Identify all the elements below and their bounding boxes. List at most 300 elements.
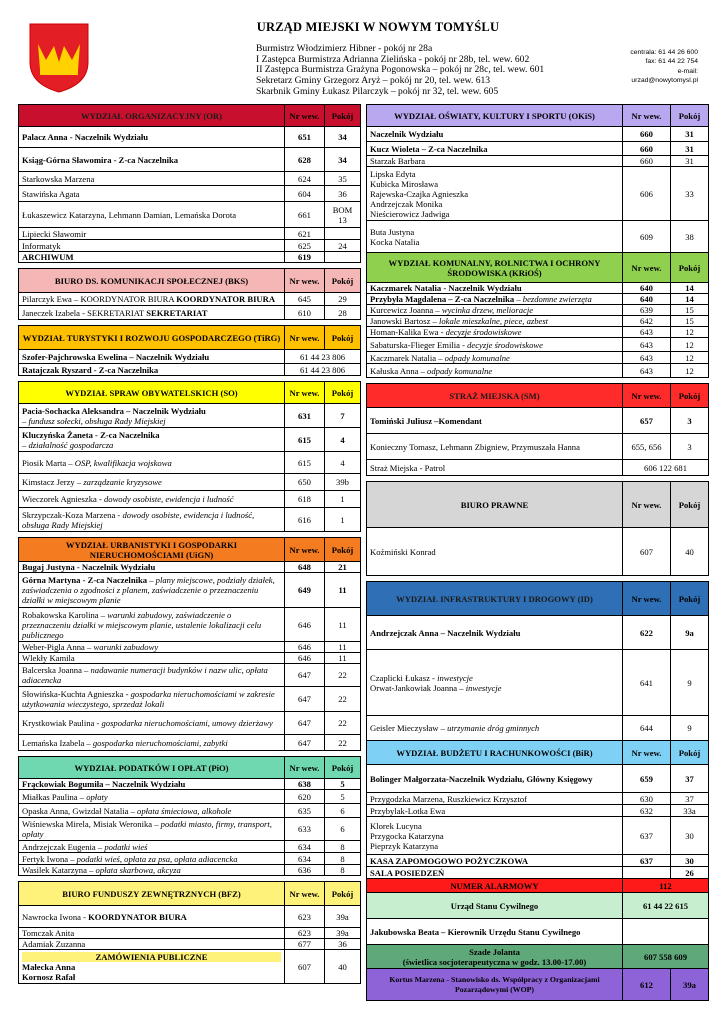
section-title: BIURO FUNDUSZY ZEWNĘTRZNYCH (BFZ) <box>19 882 285 906</box>
ext-header: Nr wew. <box>285 882 325 906</box>
person-name: Starkowska Marzena <box>22 173 95 184</box>
person-cell <box>19 474 285 491</box>
extension-number: 624 <box>285 172 325 186</box>
person-name: ARCHIWUM <box>22 252 74 262</box>
official-room: - pokój nr 28b, tel. wew. 602 <box>416 53 530 65</box>
extension-number: 659 <box>623 765 671 793</box>
table-row <box>19 790 361 804</box>
official-line <box>256 87 616 98</box>
extension-number: 625 <box>285 240 325 252</box>
person-name: Andrzejczak Monika <box>370 198 443 209</box>
room-number: 11 <box>325 573 361 608</box>
person-name: Janeczek Izabela - SEKRETARIAT <box>22 307 145 318</box>
duty-text: – działalność gospodarcza <box>22 439 114 450</box>
table-row <box>19 653 361 664</box>
person-name: Ratajczak Ryszard - Z-ca Naczelnika <box>22 364 159 375</box>
extension-number: 634 <box>285 853 325 865</box>
room-number: 12 <box>671 327 709 338</box>
contact-info <box>548 48 698 85</box>
room-number: 9 <box>671 650 709 716</box>
table-row <box>367 805 709 817</box>
table-row <box>367 817 709 855</box>
room-number: 30 <box>671 855 709 867</box>
extension-number: 647 <box>285 735 325 751</box>
ext-header: Nr wew. <box>623 582 671 616</box>
person-cell <box>19 853 285 865</box>
duty-text: podatki miasto, firmy, transport, opłaty <box>22 819 272 839</box>
table-row <box>367 221 709 253</box>
person-cell <box>19 364 285 376</box>
person-cell <box>367 805 623 817</box>
room-number: 24 <box>325 240 361 252</box>
room-number: 35 <box>325 172 361 186</box>
extension-number: 646 <box>285 608 325 642</box>
room-number: 36 <box>325 186 361 202</box>
room-header: Pokój <box>671 741 709 765</box>
room-number: 4 <box>325 452 361 474</box>
person-name: Kaczmarek Natalia – <box>370 352 443 363</box>
duty-text: opłaty <box>84 791 108 802</box>
extension-number: 619 <box>285 252 325 263</box>
room-header: Pokój <box>325 105 361 127</box>
person-cell <box>19 818 285 841</box>
person-cell <box>19 687 285 712</box>
person-name: Kaczmarek Natalia - Naczelnik Wydziału <box>370 283 522 293</box>
extension-number: 642 <box>623 316 671 327</box>
city-crest-icon <box>28 22 90 94</box>
person-cell <box>19 404 285 428</box>
table-row <box>367 434 709 460</box>
extension-number: 637 <box>623 855 671 867</box>
person-cell <box>19 562 285 573</box>
person-name: Piosik Marta – <box>22 457 73 468</box>
phone-number: 61 44 23 806 <box>285 364 361 376</box>
label-text: Urząd Stanu Cywilnego <box>450 900 539 911</box>
duty-text: gospodarka nieruchomościami, zabytki <box>90 737 228 748</box>
person-name: Łukaszewicz Katarzyna, Lehmann Damian, Lemańska Dorota <box>22 209 237 220</box>
table-row <box>19 712 361 735</box>
person-name: Słowińska-Kuchta Agnieszka - <box>22 689 129 699</box>
name-text: Czaplicki Łukasz - <box>370 672 438 683</box>
official-room: - pokój nr 28a <box>375 43 433 54</box>
table-row <box>19 906 361 928</box>
extension-number: 660 <box>623 142 671 156</box>
person-cell <box>367 142 623 156</box>
document-header <box>18 14 708 106</box>
room-number: 5 <box>325 779 361 790</box>
person-cell <box>19 865 285 876</box>
extension-number: 604 <box>285 186 325 202</box>
person-name: Kocka Natalia <box>370 236 420 247</box>
extension-number: 637 <box>623 817 671 855</box>
section-header <box>367 582 709 616</box>
extension-number: 606 <box>623 167 671 221</box>
official-name: Burmistrz Włodzimierz Hibner <box>256 43 376 54</box>
extension-number: 657 <box>623 408 671 434</box>
duty-text: – fundusz sołecki, obsługa Rady Miejskiej <box>22 415 166 426</box>
extension-number: 638 <box>285 779 325 790</box>
table-row <box>367 919 709 945</box>
person-name: Homan-Kalika Ewa - <box>370 327 444 337</box>
person-cell <box>367 167 623 221</box>
right-directory-table <box>366 104 709 1001</box>
person-name: Nawrocka Iwona - <box>22 911 86 922</box>
phone-number <box>623 919 709 945</box>
section-header <box>19 538 361 562</box>
table-row <box>367 294 709 305</box>
person-name: Kubicka Mirosława <box>370 178 439 189</box>
person-name: Rajewska-Czajka Agnieszka <box>370 188 469 199</box>
duty-text: – bezdomne zwierzęta <box>514 294 592 304</box>
person-name: Tomiński Juliusz –Komendant <box>370 415 482 426</box>
room-number: 39a <box>671 969 709 1001</box>
extension-number: 615 <box>285 452 325 474</box>
person-name <box>370 683 619 693</box>
person-name: Adamiak Zuzanna <box>22 939 86 949</box>
table-row <box>19 228 361 240</box>
room-header: Pokój <box>325 382 361 404</box>
person-cell <box>367 316 623 327</box>
extension-number: 612 <box>623 969 671 1001</box>
extension-number: 616 <box>285 508 325 532</box>
ext-header: Nr wew. <box>285 105 325 127</box>
person-cell <box>367 434 623 460</box>
room-number: 21 <box>325 562 361 573</box>
person-name: Kimstacz Jerzy – <box>22 477 82 487</box>
person-name: Pilarczyk Ewa – KOORDYNATOR BIURA <box>22 294 175 304</box>
person-cell <box>19 172 285 186</box>
table-row <box>367 316 709 327</box>
extension-number: 631 <box>285 404 325 428</box>
table-row <box>19 642 361 653</box>
contact-line: urzad@nowytomysl.pl <box>631 76 698 84</box>
room-header: Pokój <box>671 582 709 616</box>
procurement-title: ZAMÓWIENIA PUBLICZNE <box>22 952 281 962</box>
section-title: WYDZIAŁ SPRAW OBYWATELSKICH (SO) <box>19 382 285 404</box>
duty-text: wycinka drzew, melioracje <box>439 305 534 315</box>
person-name: Bugaj Justyna - Naczelnik Wydziału <box>22 562 156 572</box>
table-row <box>19 573 361 608</box>
section-title: BIURO PRAWNE <box>367 482 623 528</box>
person-cell <box>367 528 623 576</box>
person-name: Kornosz Rafał <box>22 971 76 982</box>
table-row <box>19 186 361 202</box>
section-title: WYDZIAŁ ORGANIZACYJNY (OR) <box>19 105 285 127</box>
section-header <box>19 105 361 127</box>
official-name: II Zastępca Burmistrza Grażyna Pogonowska <box>256 64 431 76</box>
person-name: Informatyk <box>22 240 61 251</box>
section-title: WYDZIAŁ BUDŻETU I RACHUNKOWOŚCI (BiR) <box>367 741 623 765</box>
duty-text: OSP, kwalifikacja wojskowa <box>72 457 172 468</box>
section-title: WYDZIAŁ PODATKÓW I OPŁAT (PiO) <box>19 757 285 779</box>
person-name: Tomczak Anita <box>22 928 75 938</box>
table-row <box>19 608 361 642</box>
section-title: WYDZIAŁ OŚWIATY, KULTURY I SPORTU (OKiS) <box>367 105 623 127</box>
section-header <box>367 482 709 528</box>
person-cell <box>19 804 285 818</box>
extension-number: 643 <box>623 352 671 364</box>
table-row <box>367 460 709 476</box>
person-cell <box>19 306 285 320</box>
label-sub: (świetlica socjoterapeutyczna w godz. 13.00-17.00) <box>402 956 587 967</box>
person-name: Weber-Pigla Anna – <box>22 642 92 652</box>
table-row <box>367 528 709 576</box>
table-row <box>19 240 361 252</box>
person-name: Stawińska Agata <box>22 188 80 199</box>
person-name: Kluczyńska Żaneta - Z-ca Naczelnika <box>22 429 160 440</box>
room-number: BOM 13 <box>325 202 361 228</box>
room-number: 34 <box>325 148 361 172</box>
person-cell <box>367 338 623 352</box>
phone-number: 61 44 23 806 <box>285 350 361 364</box>
person-cell <box>367 793 623 805</box>
table-row <box>19 804 361 818</box>
room-number: 11 <box>325 653 361 664</box>
person-name: Pacia-Sochacka Aleksandra – Naczelnik Wydziału <box>22 405 206 416</box>
extension-number: 643 <box>623 364 671 378</box>
section-header <box>367 253 709 283</box>
table-row <box>367 167 709 221</box>
role-text: KOORDYNATOR BIURA <box>88 911 187 922</box>
room-number: 22 <box>325 687 361 712</box>
person-name: Andrzejczak Anna – Naczelnik Wydziału <box>370 627 521 638</box>
person-name: Robakowska Karolina – <box>22 609 106 620</box>
person-name: Janowski Bartosz – <box>370 316 437 326</box>
section-header <box>19 882 361 906</box>
person-cell <box>19 252 285 263</box>
room-number: 40 <box>325 950 361 984</box>
room-number: 8 <box>325 841 361 853</box>
room-number: 33 <box>671 167 709 221</box>
extension-number: 646 <box>285 653 325 664</box>
person-name: Górna Martyna - Z-ca Naczelnika <box>22 575 148 585</box>
room-number: 22 <box>325 664 361 687</box>
wop-label: Kortus Marzena - Stanowisko ds. Współpracy z Organizacjami Pozarządowymi (WOP) <box>367 969 623 1001</box>
person-name: Jakubowska Beata – Kierownik Urzędu Stanu Cywilnego <box>370 926 581 937</box>
extension-number: 609 <box>623 221 671 253</box>
official-room: – pokój nr 32, tel. wew. 605 <box>388 85 499 97</box>
person-name: Lemańska Izabela – <box>22 737 91 748</box>
extension-number: 640 <box>623 294 671 305</box>
name-text: Orwat-Jankowiak Joanna – <box>370 682 466 693</box>
person-cell <box>367 867 623 879</box>
person-cell <box>19 573 285 608</box>
room-number: 29 <box>325 293 361 306</box>
ext-header: Nr wew. <box>623 253 671 283</box>
extension-number: 634 <box>285 841 325 853</box>
duty-text: opłata śmieciowa, alkohole <box>134 805 232 816</box>
room-number: 8 <box>325 865 361 876</box>
duty-text: utrzymanie dróg gminnych <box>444 723 540 733</box>
duty-text: gospodarka nieruchomościami, umowy dzierżawy <box>99 718 273 728</box>
room-number: 14 <box>671 283 709 294</box>
room-number: 11 <box>325 642 361 653</box>
room-header: Pokój <box>325 269 361 293</box>
ext-header: Nr wew. <box>623 105 671 127</box>
room-number: 14 <box>671 294 709 305</box>
table-row <box>367 855 709 867</box>
duty-text: podatki wieś <box>102 841 148 852</box>
ext-header: Nr wew. <box>623 741 671 765</box>
table-row <box>367 127 709 142</box>
section-header <box>367 384 709 408</box>
extension-number: 640 <box>623 283 671 294</box>
extension-number: 628 <box>285 148 325 172</box>
table-row <box>367 879 709 893</box>
extension-number: 607 <box>623 528 671 576</box>
room-number <box>325 252 361 263</box>
person-cell <box>367 327 623 338</box>
person-cell <box>367 364 623 378</box>
room-number: 12 <box>671 364 709 378</box>
room-header: Pokój <box>671 105 709 127</box>
alarm-label: NUMER ALARMOWY <box>367 879 623 893</box>
extension-number: 610 <box>285 306 325 320</box>
room-number: 39b <box>325 474 361 491</box>
person-name: Ksiąg-Górna Sławomira - Z-ca Naczelnika <box>22 154 179 165</box>
room-number: 39a <box>325 928 361 939</box>
person-cell <box>367 221 623 253</box>
table-row <box>367 867 709 879</box>
room-number: 33a <box>671 805 709 817</box>
ext-header: Nr wew. <box>285 326 325 350</box>
person-name: Przybyła Magdalena – Z-ca Naczelnika <box>370 294 515 304</box>
extension-number: 660 <box>623 156 671 167</box>
table-row <box>19 202 361 228</box>
table-row <box>19 562 361 573</box>
usc-label <box>367 893 623 919</box>
extension-number: 635 <box>285 804 325 818</box>
table-row <box>367 338 709 352</box>
table-row <box>19 252 361 263</box>
person-name: Kałuska Anna – <box>370 365 425 376</box>
duty-text: decyzje środowiskowe <box>464 339 543 350</box>
person-cell <box>19 779 285 790</box>
person-cell <box>19 664 285 687</box>
room-number: 36 <box>325 939 361 950</box>
procurement-cell <box>19 950 285 984</box>
extension-number: 620 <box>285 790 325 804</box>
section-header <box>19 269 361 293</box>
person-name: Wiśniewska Mirela, Misiak Weronika – <box>22 819 159 829</box>
room-header: Pokój <box>325 882 361 906</box>
duty-text: inwestycje <box>437 672 473 683</box>
extension-number: 639 <box>623 305 671 316</box>
room-number: 39a <box>325 906 361 928</box>
table-row <box>19 841 361 853</box>
room-header: Pokój <box>671 253 709 283</box>
person-cell <box>367 127 623 142</box>
table-row <box>19 364 361 376</box>
person-name: Opaska Anna, Gwizdał Natalia – <box>22 805 135 816</box>
person-name: Buta Justyna <box>370 226 415 237</box>
duty-text: zarządzanie kryzysowe <box>81 477 162 487</box>
table-row <box>19 818 361 841</box>
room-number: 15 <box>671 316 709 327</box>
room-number: 9a <box>671 616 709 650</box>
extension-number: 618 <box>285 491 325 508</box>
person-cell <box>19 240 285 252</box>
ext-header: Nr wew. <box>285 757 325 779</box>
phone-number: 607 558 609 <box>623 945 709 969</box>
table-row <box>19 172 361 186</box>
room-number: 12 <box>671 338 709 352</box>
duty-text: dowody osobiste, ewidencja i ludność <box>101 494 234 504</box>
table-row <box>19 350 361 364</box>
person-cell <box>19 228 285 240</box>
table-row <box>367 650 709 716</box>
person-name: Lipska Edyta <box>370 168 416 179</box>
table-row <box>19 293 361 306</box>
table-row <box>19 735 361 751</box>
room-header: Pokój <box>325 326 361 350</box>
contact-line: fax: 61 44 22 754 <box>645 58 698 66</box>
room-number: 34 <box>325 127 361 148</box>
person-cell <box>19 491 285 508</box>
room-header: Pokój <box>325 538 361 562</box>
room-number: 4 <box>325 428 361 452</box>
person-name: Nieścierowicz Jadwiga <box>370 208 450 219</box>
person-cell <box>19 841 285 853</box>
person-cell <box>19 508 285 532</box>
room-number: 30 <box>671 817 709 855</box>
room-number: 3 <box>671 408 709 434</box>
room-number: 9 <box>671 716 709 741</box>
room-header: Pokój <box>325 757 361 779</box>
person-cell <box>19 939 285 950</box>
person-cell <box>19 186 285 202</box>
person-name: Kurcewicz Joanna – <box>370 305 440 315</box>
extension-number: 643 <box>623 327 671 338</box>
person-name: Frąckowiak Bogumiła – Naczelnik Wydziału <box>22 779 186 789</box>
room-number: 40 <box>671 528 709 576</box>
duty-text: lokale mieszkalne, piece, azbest <box>436 316 549 326</box>
extension-number: 623 <box>285 906 325 928</box>
extension-number: 661 <box>285 202 325 228</box>
table-row <box>19 865 361 876</box>
person-name: Skrzypczak-Koza Marzena - <box>22 509 121 520</box>
section-title: WYDZIAŁ TURYSTYKI I ROZWOJU GOSPODARCZEGO (TiRG) <box>19 326 285 350</box>
person-name: Koźmiński Konrad <box>370 546 436 557</box>
right-column <box>366 104 708 1001</box>
person-cell <box>19 712 285 735</box>
person-cell <box>367 294 623 305</box>
section-header <box>19 326 361 350</box>
room-number: 1 <box>325 508 361 532</box>
ext-header: Nr wew. <box>285 382 325 404</box>
extension-number: 636 <box>285 865 325 876</box>
extension-number: 623 <box>285 928 325 939</box>
room-number: 6 <box>325 804 361 818</box>
official-name: I Zastępca Burmistrza Adrianna Zielińska <box>256 53 417 65</box>
extension-number: 655, 656 <box>623 434 671 460</box>
extension-number: 647 <box>285 687 325 712</box>
section-title: WYDZIAŁ INFRASTRUKTURY I DROGOWY (ID) <box>367 582 623 616</box>
duty-text: nadawanie numeracji budynków i nazw ulic, opłata adiacencka <box>22 665 268 685</box>
person-cell <box>19 608 285 642</box>
room-number: 31 <box>671 142 709 156</box>
extension-number: 646 <box>285 642 325 653</box>
table-row <box>367 716 709 741</box>
table-row <box>19 428 361 452</box>
duty-text: odpady komunalne <box>442 352 510 363</box>
room-number: 3 <box>671 434 709 460</box>
extension-number: 615 <box>285 428 325 452</box>
person-name: Przybylak-Lotka Ewa <box>370 805 446 816</box>
room-number: 7 <box>325 404 361 428</box>
person-cell <box>19 928 285 939</box>
table-row <box>19 491 361 508</box>
